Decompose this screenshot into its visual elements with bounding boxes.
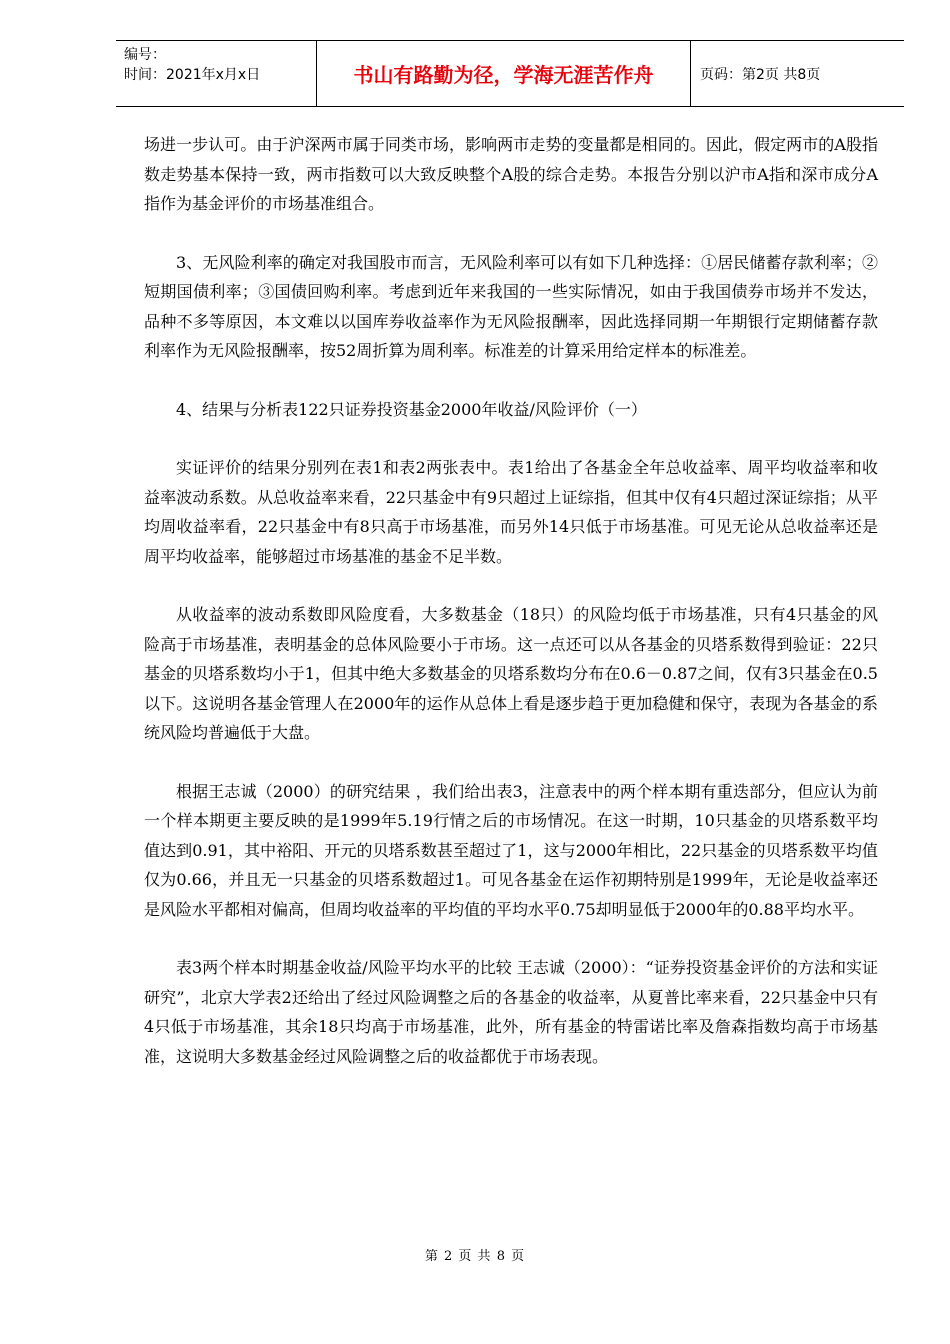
document-body (144, 130, 878, 1100)
paragraph-comparison: 根据王志诚（2000）的研究结果 ，我们给出表3，注意表中的两个样本期有重迭部分，但应认为前一个样本期更主要反映的是1999年5.19行情之后的市场情况。在这一时期，10只基金的贝塔系数平均值达到0.91，其中裕阳、开元的贝塔系数甚至超过了1，这与2000年相比，22只基金的贝塔系数平均值仅为0.66，并且无一只基金的贝塔系数超过1。可见各基金在运作初期特别是1999年，无论是收益率还是风险水平都相对偏高，但周均收益率的平均值的平均水平0.75却明显低于2000年的0.88平均水平。 (144, 781, 878, 919)
paragraph-volatility-analysis: 从收益率的波动系数即风险度看，大多数基金（18只）的风险均低于市场基准，只有4只基金的风险高于市场基准，表明基金的总体风险要小于市场。这一点还可以从各基金的贝塔系数得到验证：22只基金的贝塔系数均小于1，但其中绝大多数基金的贝塔系数均分布在0.6－0.87之间，仅有3只基金在0.5以下。这说明各基金管理人在2000年的运作从总体上看是逐步趋于更加稳健和保守，表现为各基金的系统风险均普遍低于大盘。 (144, 605, 878, 742)
paragraph-market-benchmark: 场进一步认可。由于沪深两市属于同类市场，影响两市走势的变量都是相同的。因此，假定两市的A股指数走势基本保持一致，两市指数可以大致反映整个A股的综合走势。本报告分别以沪市A指和深市成分A指作为基金评价的市场基准组合。 (144, 135, 878, 213)
header-motto: 书山有路勤为径，学海无涯苦作舟 (353, 63, 654, 87)
header-page-info: 页码：第2页 共8页 (700, 66, 821, 83)
paragraph-results-heading: 4、结果与分析表122只证券投资基金2000年收益/风险评价（一） (176, 399, 647, 419)
page-footer: 第 2 页 共 8 页 (424, 1249, 526, 1264)
document-number-label: 编号： (124, 47, 166, 63)
page-header (116, 40, 904, 107)
paragraph-risk-adjusted: 表3两个样本时期基金收益/风险平均水平的比较 王志诚（2000）：“证券投资基金评价的方法和实证研究”，北京大学表2还给出了经过风险调整之后的各基金的收益率，从夏普比率来看，22只基金中只有4只低于市场基准，其余18只均高于市场基准，此外，所有基金的特雷诺比率及詹森指数均高于市场基准，这说明大多数基金经过风险调整之后的收益都优于市场表现。 (144, 958, 878, 1066)
header-meta (124, 45, 260, 85)
paragraph-risk-free-rate: 3、无风险利率的确定对我国股市而言，无风险利率可以有如下几种选择：①居民储蓄存款利率；②短期国债利率；③国债回购利率。考虑到近年来我国的一些实际情况，如由于我国债券市场并不发达，品种不多等原因，本文难以以国库券收益率作为无风险报酬率，因此选择同期一年期银行定期储蓄存款利率作为无风险报酬率，按52周折算为周利率。标准差的计算采用给定样本的标准差。 (144, 252, 878, 360)
document-time-label: 时间：2021年x月x日 (124, 67, 261, 83)
header-divider-right (690, 41, 691, 106)
paragraph-empirical-results: 实证评价的结果分别列在表1和表2两张表中。表1给出了各基金全年总收益率、周平均收益率和收益率波动系数。从总收益率来看，22只基金中有9只超过上证综指，但其中仅有4只超过深证综指；从平均周收益率看，22只基金中有8只高于市场基准，而另外14只低于市场基准。可见无论从总收益率还是周平均收益率，能够超过市场基准的基金不足半数。 (144, 458, 878, 566)
